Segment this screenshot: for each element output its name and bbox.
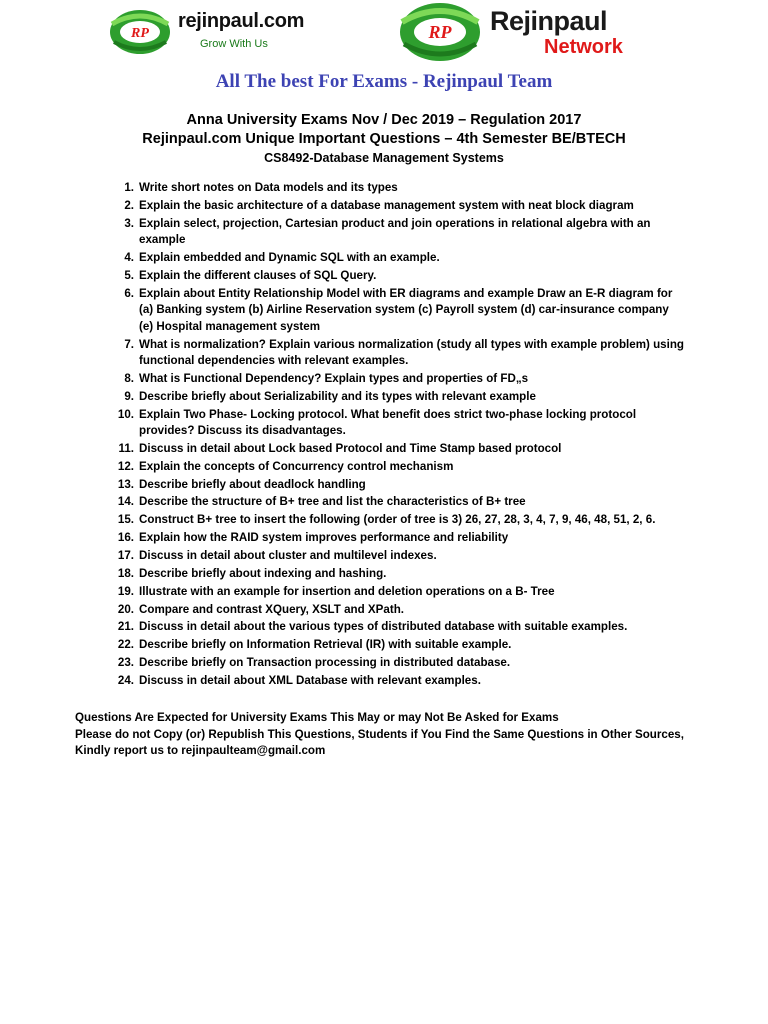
list-item: 20. Compare and contrast XQuery, XSLT and XPath.: [117, 602, 404, 616]
list-item: 22. Describe briefly on Information Retrieval (IR) with suitable example.: [117, 638, 512, 652]
brand-sub: Network: [544, 36, 623, 58]
list-item: 21. Discuss in detail about the various types of distributed database with suitable examples.: [117, 620, 628, 634]
list-item: 19. Illustrate with an example for insertion and deletion operations on a B- Tree: [117, 584, 555, 598]
list-item: 6. Explain about Entity Relationship Model with ER diagrams and example Draw an E-R diagram for (a) Banking system (b) Airline Reservation system (c) Payroll system (d) car-insurance company (e) Hospital management system: [124, 286, 673, 333]
list-item: 18. Describe briefly about indexing and hashing.: [117, 566, 387, 580]
list-item: 8. What is Functional Dependency? Explain types and properties of FD„s: [124, 371, 529, 385]
list-item: 3. Explain select, projection, Cartesian product and join operations in relational algebra with an example: [124, 216, 651, 247]
list-item: 16. Explain how the RAID system improves performance and reliability: [117, 531, 509, 545]
list-item: 24. Discuss in detail about XML Database with relevant examples.: [117, 673, 481, 687]
question-list: [104, 180, 684, 691]
rp-mark-text: RP: [428, 22, 452, 42]
list-item: 13. Describe briefly about deadlock handling: [117, 477, 366, 491]
site-name: rejinpaul.com: [178, 10, 305, 32]
rp-mark-text: RP: [131, 26, 149, 41]
list-item: 7. What is normalization? Explain various normalization (study all types with example problem) using functional dependencies with relevant examples.: [124, 337, 684, 368]
list-item: 23. Describe briefly on Transaction processing in distributed database.: [117, 656, 511, 670]
questions-heading: Rejinpaul.com Unique Important Questions – 4th Semester BE/BTECH: [142, 131, 626, 147]
list-item: 10. Explain Two Phase- Locking protocol. What benefit does strict two-phase locking protocol provides? Discuss its disadvantages.: [117, 407, 637, 438]
list-item: 14. Describe the structure of B+ tree and list the characteristics of B+ tree: [117, 495, 526, 509]
exam-heading: Anna University Exams Nov / Dec 2019 – Regulation 2017: [186, 112, 582, 128]
footer-line: Questions Are Expected for University Exams This May or may Not Be Asked for Exams: [75, 711, 559, 724]
rejinpaul-com-logo: [104, 4, 324, 60]
rp-globe-icon: [104, 6, 176, 58]
rejinpaul-network-logo: [394, 0, 634, 64]
rp-globe-icon: [394, 0, 486, 64]
site-tagline: Grow With Us: [200, 38, 268, 50]
footer-notice: [75, 710, 695, 760]
list-item: 12. Explain the concepts of Concurrency control mechanism: [117, 459, 454, 473]
list-item: 5. Explain the different clauses of SQL Query.: [124, 268, 377, 282]
brand-name: Rejinpaul: [490, 6, 608, 36]
list-item: 17. Discuss in detail about cluster and multilevel indexes.: [117, 549, 437, 562]
list-item: 9. Describe briefly about Serializability and its types with relevant example: [124, 389, 536, 403]
banner-title: All The best For Exams - Rejinpaul Team: [215, 71, 553, 92]
footer-line: Please do not Copy (or) Republish This Questions, Students if You Find the Same Questions in Other Sources, Kindly report us to rejinpaulteam@gmail.com: [75, 727, 684, 758]
subject-heading: CS8492-Database Management Systems: [264, 151, 504, 165]
list-item: 1. Write short notes on Data models and its types: [124, 181, 398, 194]
list-item: 4. Explain embedded and Dynamic SQL with an example.: [124, 251, 440, 265]
list-item: 2. Explain the basic architecture of a database management system with neat block diagram: [124, 198, 634, 212]
list-item: 15. Construct B+ tree to insert the following (order of tree is 3) 26, 27, 28, 3, 4, 7, 9, 46, 48, 51, 2, 6.: [117, 513, 656, 527]
list-item: 11. Discuss in detail about Lock based Protocol and Time Stamp based protocol: [118, 441, 562, 455]
